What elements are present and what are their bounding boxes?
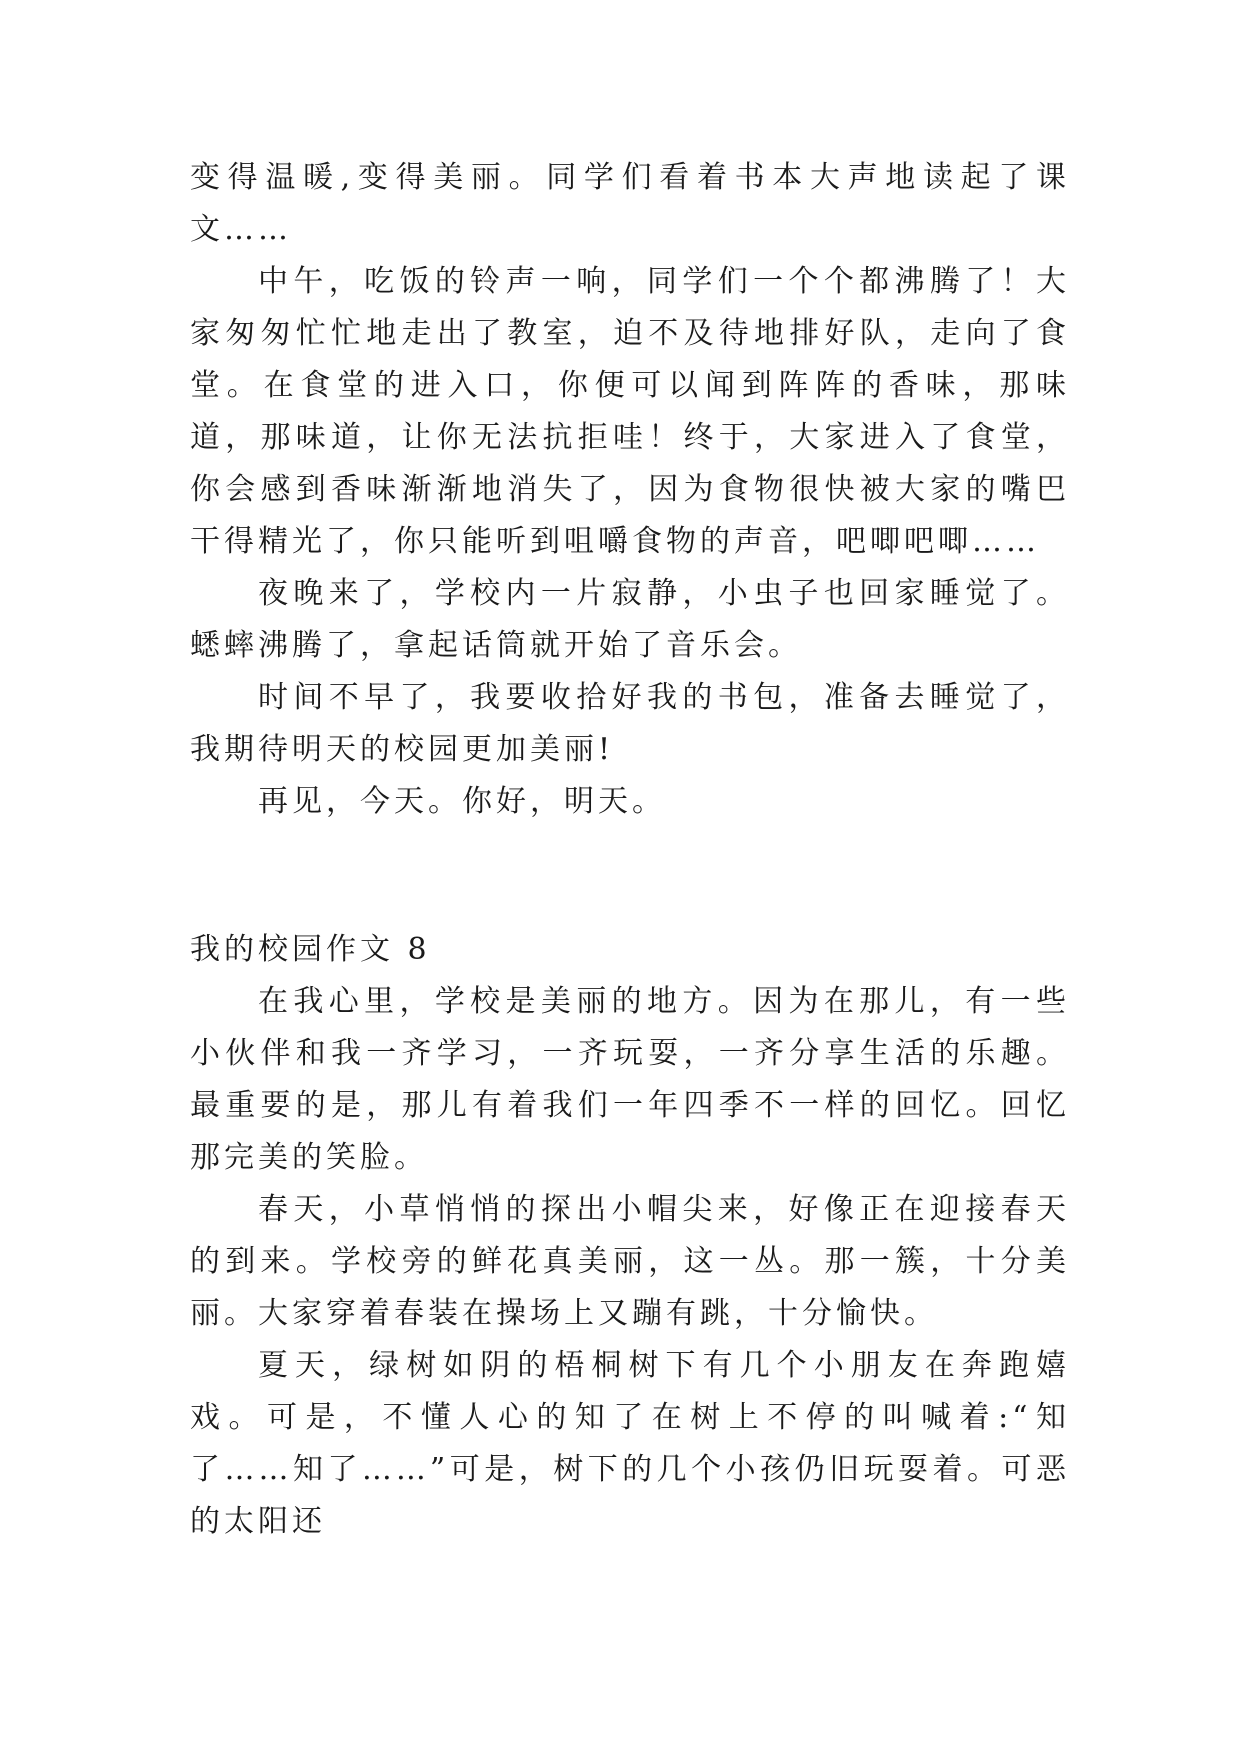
paragraph-night: 夜晚来了，学校内一片寂静，小虫子也回家睡觉了。蟋蟀沸腾了，拿起话筒就开始了音乐会。	[190, 576, 1070, 663]
paragraph-continuation: 变得温暖,变得美丽。同学们看着书本大声地读起了课文……	[190, 160, 1070, 247]
paragraph-summer: 夏天，绿树如阴的梧桐树下有几个小朋友在奔跑嬉戏。可是，不懂人心的知了在树上不停的叫喊着:“知了……知了……”可是，树下的几个小孩仍旧玩耍着。可恶的太阳还	[190, 1348, 1070, 1539]
paragraph-spring: 春天，小草悄悄的探出小帽尖来，好像正在迎接春天的到来。学校旁的鲜花真美丽，这一丛。那一簇，十分美丽。大家穿着春装在操场上又蹦有跳，十分愉快。	[190, 1192, 1070, 1331]
paragraph-lunch: 中午，吃饭的铃声一响，同学们一个个都沸腾了！大家匆匆忙忙地走出了教室，迫不及待地排好队，走向了食堂。在食堂的进入口，你便可以闻到阵阵的香味，那味道，那味道，让你无法抗拒哇！终于，大家进入了食堂，你会感到香味渐渐地消失了，因为食物很快被大家的嘴巴干得精光了，你只能听到咀嚼食物的声音，吧唧吧唧……	[190, 264, 1070, 559]
section-title: 我的校园作文 8	[190, 932, 431, 967]
paragraph-goodbye: 再见，今天。你好，明天。	[258, 784, 666, 819]
paragraph-bedtime: 时间不早了，我要收拾好我的书包，准备去睡觉了，我期待明天的校园更加美丽!	[190, 680, 1070, 767]
paragraph-intro: 在我心里，学校是美丽的地方。因为在那儿，有一些小伙伴和我一齐学习，一齐玩耍，一齐分享生活的乐趣。最重要的是，那儿有着我们一年四季不一样的回忆。回忆那完美的笑脸。	[190, 984, 1070, 1175]
text-column	[190, 152, 1070, 1548]
